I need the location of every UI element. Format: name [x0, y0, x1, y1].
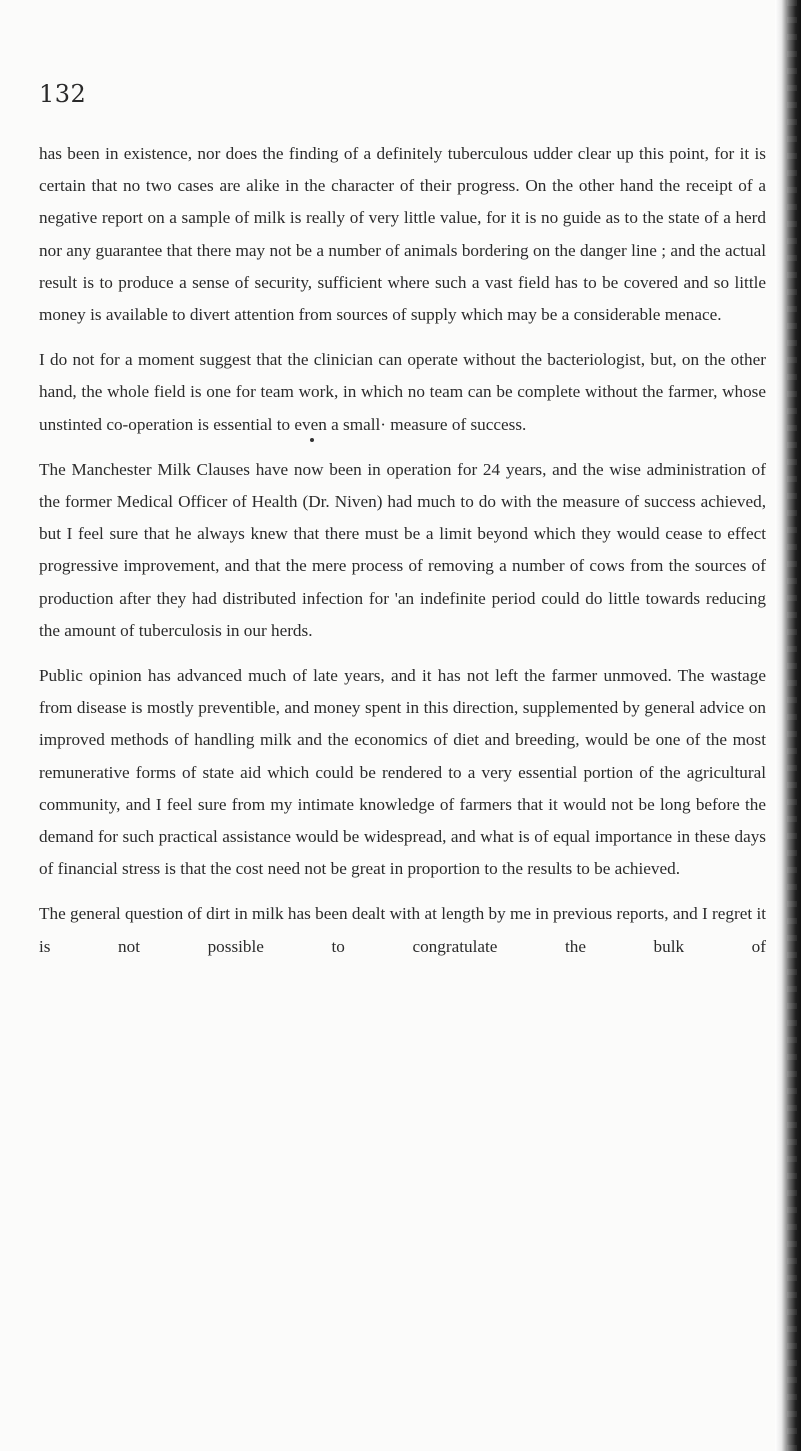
paragraph-gap: [39, 647, 766, 660]
ink-speck: [310, 438, 314, 442]
body-text: [39, 138, 766, 963]
paragraph-5: The general question of dirt in milk has been dealt with at length by me in previous reports, and I regret it is not possible to congratulate the bulk of: [39, 904, 766, 956]
paragraph-3: The Manchester Milk Clauses have now been in operation for 24 years, and the wise administration of the former Medical Officer of Health (Dr. Niven) had much to do with the measure of success achieved, but I feel sure that he always knew that there must be a limit beyond which they would cease to effect progressive improvement, and that the mere process of removing a number of cows from the sources of production after they had distributed infection for 'an indefinite period could do little towards reducing the amount of tuberculosis in our herds.: [39, 459, 766, 640]
paragraph-2: I do not for a moment suggest that the clinician can operate without the bacteriologist, but, on the other hand, the whole field is one for team work, in which no team can be complete without the farmer, whose unstinted co-operation is essential to even a small· measure of success.: [39, 350, 766, 434]
paragraph-1: has been in existence, nor does the finding of a definitely tuberculous udder clear up this point, for it is certain that no two cases are alike in the character of their progress. On the other hand the receipt of a negative report on a sample of milk is really of very little value, for it is no guide as to the state of a herd nor any guarantee that there may not be a number of animals bordering on the danger line ; and the actual result is to produce a sense of security, sufficient where such a vast field has to be covered and so little money is available to divert attention from sources of supply which may be a considerable menace.: [39, 144, 766, 325]
paragraph-gap: [39, 885, 766, 898]
paragraph-4: Public opinion has advanced much of late years, and it has not left the farmer unmoved. The wastage from disease is mostly preventible, and money spent in this direction, supplemented by general advice on improved methods of handling milk and the economics of diet and breeding, would be one of the most remunerative forms of state aid which could be rendered to a very essential portion of the agricultural community, and I feel sure from my intimate knowledge of farmers that it would not be long before the demand for such practical assistance would be widespread, and what is of equal importance in these days of financial stress is that the cost need not be great in proportion to the results to be achieved.: [39, 666, 766, 879]
paragraph-gap: [39, 331, 766, 344]
page-number: 132: [39, 80, 87, 108]
binding-edge-texture: [787, 0, 797, 1451]
paragraph-gap: [39, 441, 766, 454]
